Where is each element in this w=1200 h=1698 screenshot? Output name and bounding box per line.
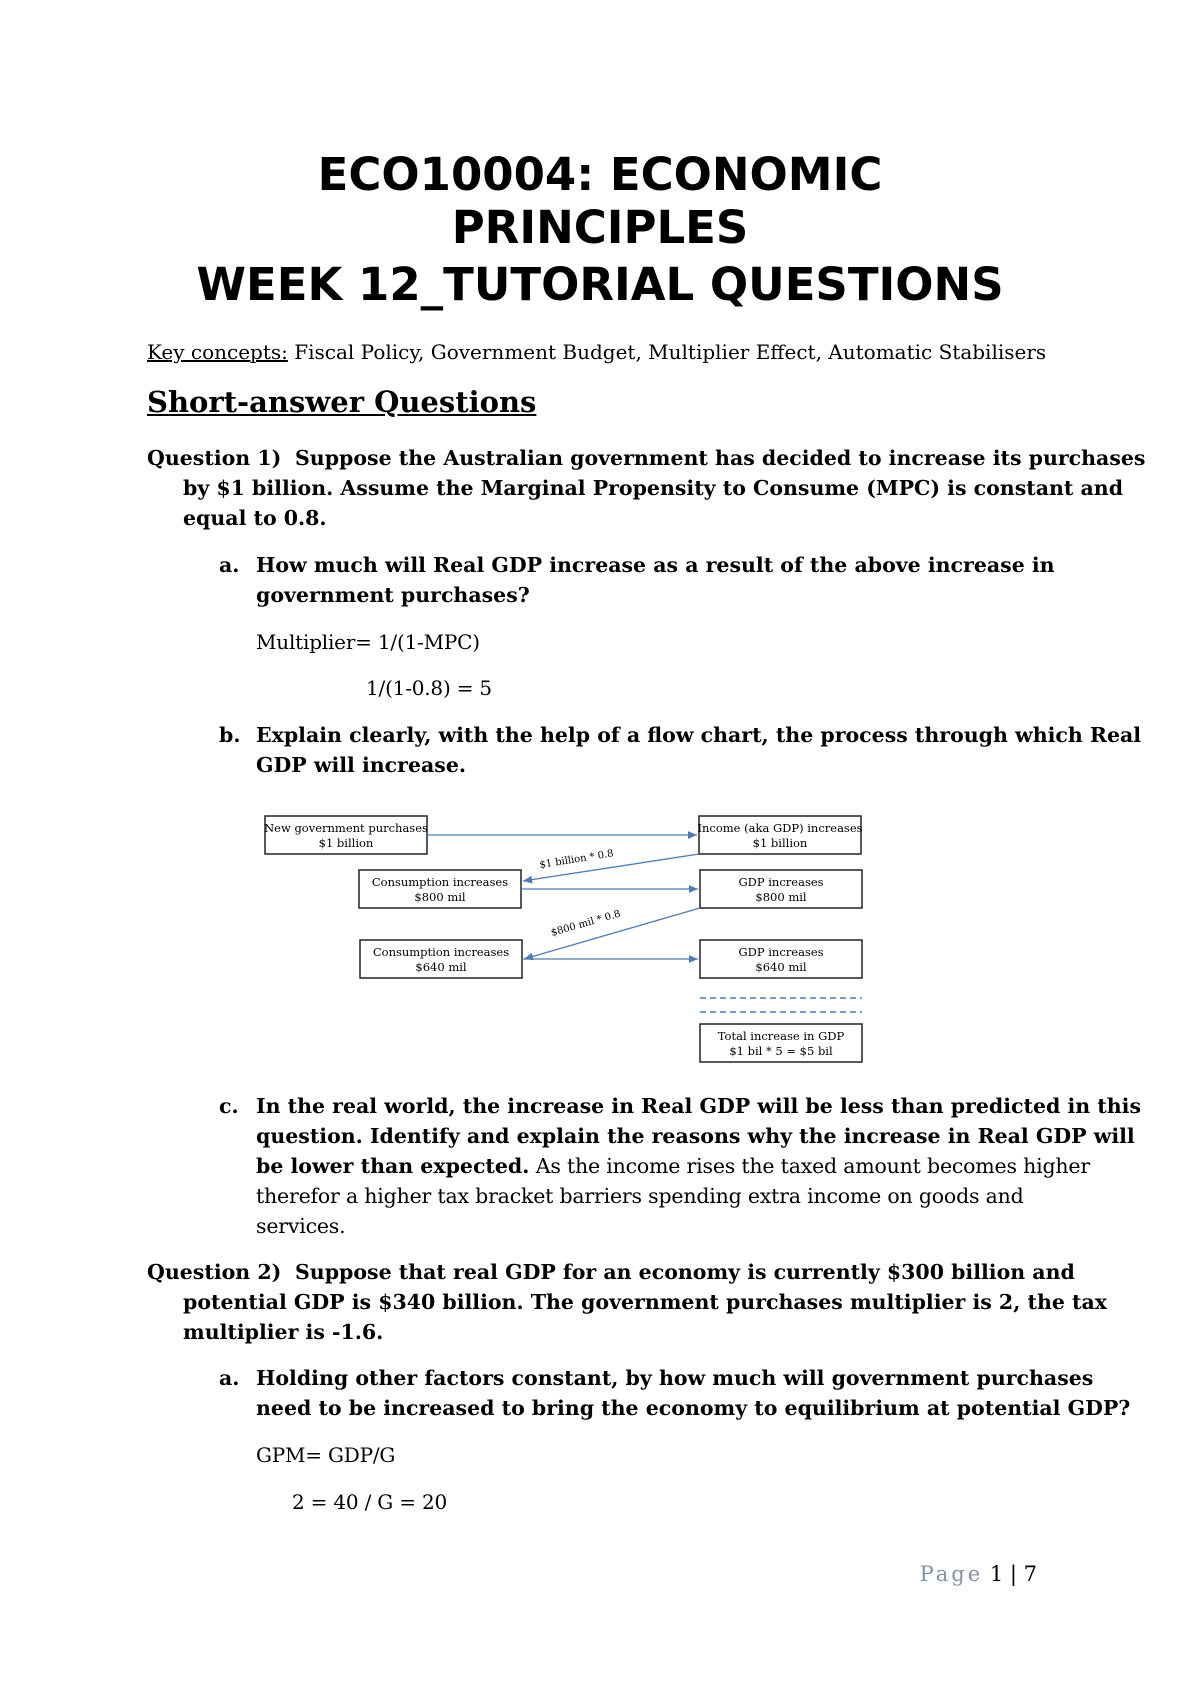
box-c2-line-2: $640 mil	[415, 960, 467, 974]
q2-number: Question 2)	[147, 1260, 282, 1284]
box-g2-line-1: GDP increases	[738, 945, 824, 959]
box-consumption-640	[360, 940, 522, 978]
q1b-letter: b.	[219, 723, 241, 747]
box-g2-line-2: $640 mil	[755, 960, 807, 974]
box-c2-line-1: Consumption increases	[372, 945, 510, 959]
box-gov-line-2: $1 billion	[318, 836, 374, 850]
q1-number: Question 1)	[147, 446, 282, 470]
box-consumption-800	[359, 870, 521, 908]
q1-line-1	[147, 443, 1145, 473]
box-total-line-2: $1 bil * 5 = $5 bil	[729, 1044, 833, 1058]
box-g1-line-1: GDP increases	[738, 875, 824, 889]
q1c-text-4: therefor a higher tax bracket barriers spending extra income on goods and	[256, 1184, 1024, 1208]
arrow-label-1: $1 billion * 0.8	[538, 848, 615, 871]
key-concepts-text: Fiscal Policy, Government Budget, Multiplier Effect, Automatic Stabilisers	[287, 340, 1047, 364]
key-concepts	[147, 340, 1046, 364]
q1c-text-1: In the real world, the increase in Real GDP will be less than predicted in this	[256, 1094, 1141, 1118]
box-inc-line-1: Income (aka GDP) increases	[697, 821, 863, 835]
q1-text-3: equal to 0.8.	[183, 506, 327, 530]
page-number: 1 | 7	[989, 1562, 1037, 1586]
q1c-text-3-normal: As the income rises the taxed amount becomes higher	[529, 1154, 1090, 1178]
arrow-label-2: $800 mil * 0.8	[549, 908, 622, 939]
box-inc-line-2: $1 billion	[752, 836, 808, 850]
q1a-text-2: government purchases?	[256, 583, 530, 607]
q1-text-2: by $1 billion. Assume the Marginal Propensity to Consume (MPC) is constant and	[183, 476, 1124, 500]
box-income-increases	[697, 816, 862, 854]
page-label: Page	[919, 1562, 984, 1586]
q2a-text-2: need to be increased to bring the economy to equilibrium at potential GDP?	[256, 1396, 1131, 1420]
q1c-text-3	[256, 1151, 1090, 1181]
q1c-text-3-bold: be lower than expected.	[256, 1154, 530, 1178]
box-new-government-purchases	[264, 816, 428, 854]
doc-title-line-2: PRINCIPLES	[451, 201, 749, 254]
q2a-answer-1: GPM= GDP/G	[256, 1443, 396, 1467]
box-gov-line-1: New government purchases	[264, 821, 428, 835]
section-heading: Short-answer Questions	[147, 385, 537, 419]
doc-title-line-3: WEEK 12_TUTORIAL QUESTIONS	[196, 258, 1004, 311]
q1c-letter: c.	[219, 1094, 239, 1118]
q1a-answer-2: 1/(1-0.8) = 5	[366, 676, 492, 700]
q2-text-1: Suppose that real GDP for an economy is currently $300 billion and	[295, 1260, 1075, 1284]
q2a-text-1: Holding other factors constant, by how much will government purchases	[256, 1366, 1094, 1390]
q1a-text-1: How much will Real GDP increase as a result of the above increase in	[256, 553, 1055, 577]
page-footer	[920, 1562, 1037, 1586]
q1b-text-1: Explain clearly, with the help of a flow chart, the process through which Real	[256, 723, 1142, 747]
box-total-increase	[700, 1024, 862, 1062]
q1b-text-2: GDP will increase.	[256, 753, 467, 777]
q1c-text-2: question. Identify and explain the reasons why the increase in Real GDP will	[256, 1124, 1135, 1148]
key-concepts-label: Key concepts:	[147, 340, 288, 364]
box-gdp-800	[700, 870, 862, 908]
q2a-answer-2: 2 = 40 / G = 20	[292, 1490, 447, 1514]
box-total-line-1: Total increase in GDP	[717, 1029, 845, 1043]
q1c-text-5: services.	[256, 1214, 346, 1238]
q2a-letter: a.	[219, 1366, 240, 1390]
box-c1-line-1: Consumption increases	[371, 875, 509, 889]
box-gdp-640	[700, 940, 862, 978]
q2-text-2: potential GDP is $340 billion. The government purchases multiplier is 2, the tax	[183, 1290, 1108, 1314]
q2-line-1	[147, 1257, 1075, 1287]
box-g1-line-2: $800 mil	[755, 890, 807, 904]
q2-text-3: multiplier is -1.6.	[183, 1320, 384, 1344]
q1-text-1: Suppose the Australian government has decided to increase its purchases	[295, 446, 1146, 470]
box-c1-line-2: $800 mil	[414, 890, 466, 904]
q1a-answer-1: Multiplier= 1/(1-MPC)	[256, 630, 480, 654]
flow-chart	[262, 808, 872, 1068]
doc-title-line-1: ECO10004: ECONOMIC	[317, 148, 883, 201]
q1a-letter: a.	[219, 553, 240, 577]
